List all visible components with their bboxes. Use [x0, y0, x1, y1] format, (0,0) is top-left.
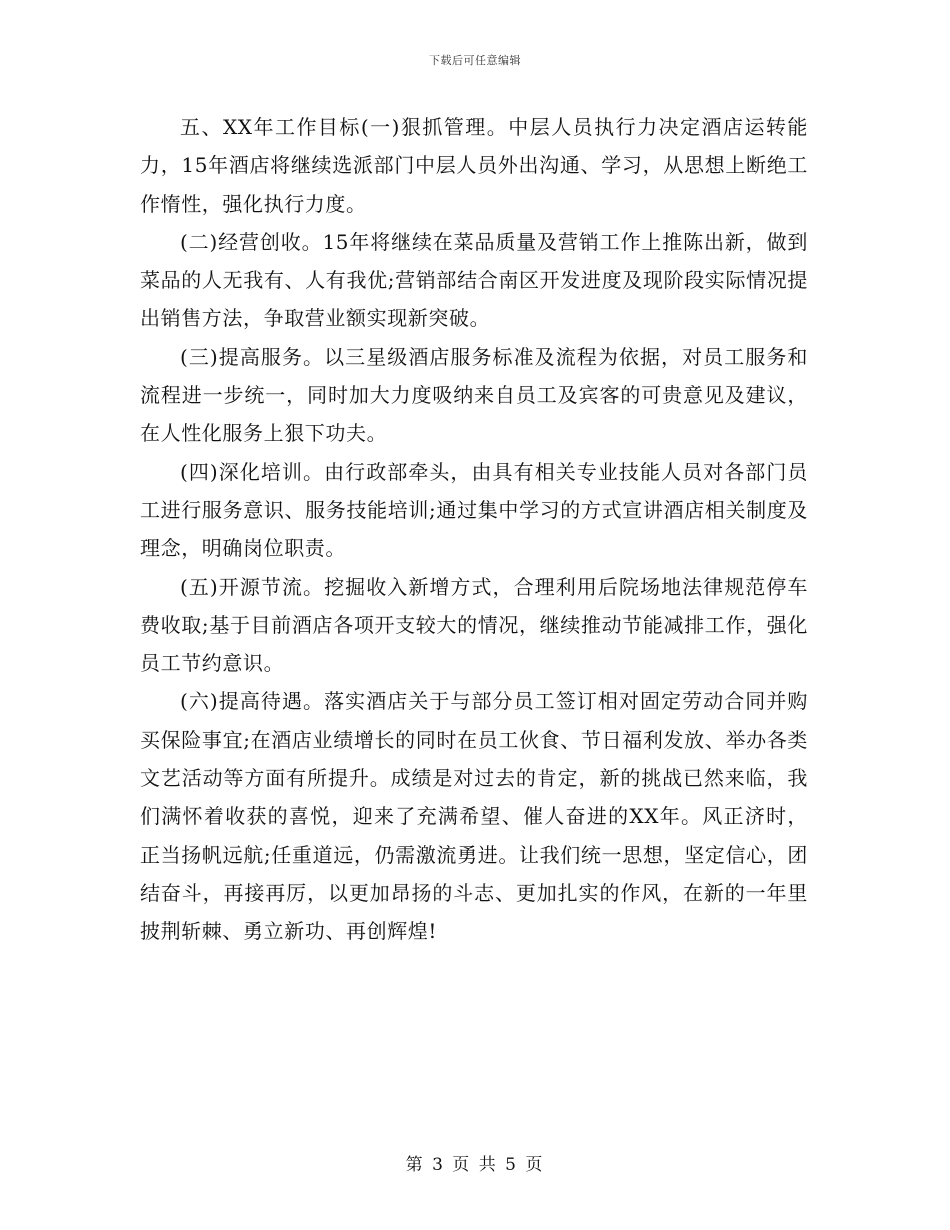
- paragraph-work-goals-management: 五、XX年工作目标(一)狠抓管理。中层人员执行力决定酒店运转能力，15年酒店将继续选派部门中层人员外出沟通、学习，从思想上断绝工作惰性，强化执行力度。: [140, 115, 808, 216]
- paragraph-benefits-closing: (六)提高待遇。落实酒店关于与部分员工签订相对固定劳动合同并购买保险事宜;在酒店业绩增长的同时在员工伙食、节日福利发放、举办各类文艺活动等方面有所提升。成绩是对过去的肯定，新的挑战已然来临，我们满怀着收获的喜悦，迎来了充满希望、催人奋进的XX年。风正济时，正当扬帆远航;任重道远，仍需激流勇进。让我们统一思想，坚定信心，团结奋斗，再接再厉，以更加昂扬的斗志、更加扎实的作风，在新的一年里披荆斩棘、勇立新功、再创辉煌!: [140, 689, 808, 944]
- paragraph-cost-saving: (五)开源节流。挖掘收入新增方式，合理利用后院场地法律规范停车费收取;基于目前酒店各项开支较大的情况，继续推动节能减排工作，强化员工节约意识。: [140, 574, 808, 676]
- document-body: [140, 108, 808, 951]
- paragraph-service: (三)提高服务。以三星级酒店服务标准及流程为依据，对员工服务和流程进一步统一，同时加大力度吸纳来自员工及宾客的可贵意见及建议，在人性化服务上狠下功夫。: [140, 344, 808, 446]
- page-number: 第 3 页 共 5 页: [405, 1155, 545, 1175]
- page-header: 下载后可任意编辑: [429, 54, 521, 67]
- paragraph-training: (四)深化培训。由行政部牵头，由具有相关专业技能人员对各部门员工进行服务意识、服务技能培训;通过集中学习的方式宣讲酒店相关制度及理念，明确岗位职责。: [140, 459, 808, 561]
- paragraph-revenue: (二)经营创收。15年将继续在菜品质量及营销工作上推陈出新，做到菜品的人无我有、人有我优;营销部结合南区开发进度及现阶段实际情况提出销售方法，争取营业额实现新突破。: [140, 229, 808, 331]
